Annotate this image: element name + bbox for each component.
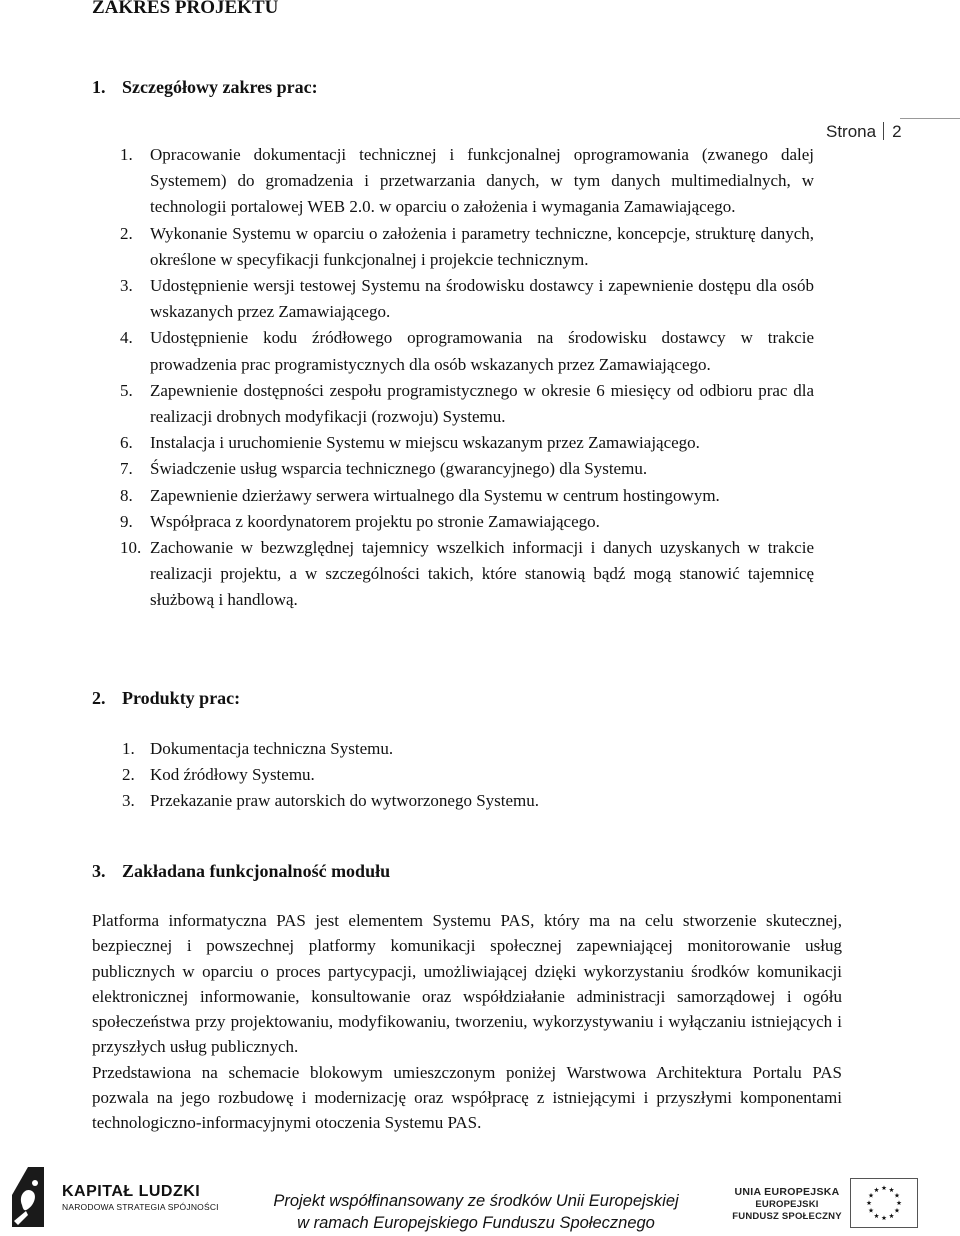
list-item-number: 2. bbox=[120, 223, 133, 243]
list-item bbox=[122, 509, 814, 535]
list-item-number: 2. bbox=[122, 765, 135, 785]
section-2-number: 2. bbox=[92, 688, 106, 708]
eu-fund-line-2: FUNDUSZ SPOŁECZNY bbox=[732, 1211, 842, 1222]
list-item bbox=[122, 378, 814, 430]
section-1-heading bbox=[92, 75, 318, 99]
section-1-number: 1. bbox=[92, 77, 106, 97]
footer-line-2: w ramach Europejskiego Funduszu Społecznego bbox=[297, 1214, 655, 1232]
list-item-number: 4. bbox=[120, 328, 133, 348]
list-item-text: Zachowanie w bezwzględnej tajemnicy wszelkich informacji i danych uzyskanych w trakcie realizacji projektu, a w szczególności takich, które stanowią bądź mogą stanowić tajemnicę służbową i handlową. bbox=[150, 538, 814, 610]
list-item bbox=[122, 273, 814, 325]
list-item-text: Opracowanie dokumentacji technicznej i funkcjonalnej oprogramowania (zwanego dalej Systemem) do gromadzenia i przetwarzania danych, w tym danych multimedialnych, w technologii portalowej WEB 2.0. w oparciu o założenia i wymagania Zamawiającego. bbox=[150, 145, 814, 217]
list-item-text: Dokumentacja techniczna Systemu. bbox=[150, 739, 394, 758]
page-number-rule bbox=[900, 118, 960, 119]
list-item-number: 9. bbox=[120, 511, 133, 531]
list-item-text: Przekazanie praw autorskich do wytworzonego Systemu. bbox=[150, 791, 539, 811]
list-item-number: 7. bbox=[120, 459, 133, 479]
footer-cofinancing-note bbox=[246, 1190, 706, 1234]
list-item bbox=[122, 736, 814, 762]
section-1-title: Szczegółowy zakres prac: bbox=[122, 77, 318, 97]
list-item-text: Współpraca z koordynatorem projektu po stronie Zamawiającego. bbox=[150, 511, 600, 531]
section-3-number: 3. bbox=[92, 861, 106, 881]
list-item bbox=[122, 483, 814, 509]
list-item bbox=[122, 535, 814, 614]
list-item-text: Udostępnienie kodu źródłowego oprogramowania na środowisku dostawcy w trakcie prowadzenia prac programistycznych dla osób wskazanych przez Zamawiającego. bbox=[150, 328, 814, 374]
section-2-list bbox=[122, 736, 814, 815]
list-item-text: Udostępnienie wersji testowej Systemu na środowisku dostawcy i zapewnienie dostępu dla osób wskazanych przez Zamawiającego. bbox=[150, 276, 814, 322]
list-item-number: 8. bbox=[120, 485, 133, 505]
list-item-number: 6. bbox=[120, 433, 133, 453]
list-item-text: Kod źródłowy Systemu. bbox=[150, 765, 315, 785]
eu-flag-icon bbox=[850, 1178, 918, 1228]
eu-logo-text bbox=[732, 1185, 842, 1223]
list-item bbox=[122, 221, 814, 273]
page-separator bbox=[883, 122, 884, 140]
section-2-title: Produkty prac: bbox=[122, 688, 241, 708]
kapital-ludzki-logo bbox=[62, 1183, 219, 1213]
section-1-list bbox=[122, 142, 814, 614]
list-item bbox=[122, 325, 814, 377]
list-item bbox=[122, 142, 814, 221]
list-item-text: Instalacja i uruchomienie Systemu w miejscu wskazanym przez Zamawiającego. bbox=[150, 433, 700, 453]
page-label: Strona bbox=[826, 122, 877, 141]
section-3-paragraph: Przedstawiona na schemacie blokowym umieszczonym poniżej Warstwowa Architektura Portalu PAS pozwala na jego rozbudowę i modernizację oraz współpracę z istniejącymi i przyszłymi komponentami technologiczno-informacyjnymi otoczenia Systemu PAS. bbox=[92, 1062, 842, 1133]
list-item bbox=[122, 788, 814, 814]
list-item-number: 5. bbox=[120, 380, 133, 400]
kapital-ludzki-logo-icon bbox=[8, 1165, 48, 1229]
list-item-text: Świadczenie usług wsparcia technicznego (gwarancyjnego) dla Systemu. bbox=[150, 459, 648, 479]
section-3-paragraph: Platforma informatyczna PAS jest elementem Systemu PAS, który ma na celu stworzenie skutecznej, bezpiecznej i powszechnej platformy komunikacji społecznej zapewniającej monitorowanie usług publicznych w oparciu o proces partycypacji, umożliwiającej dzięki wykorzystaniu środków komunikacji elektronicznej informowanie, konsultowanie oraz współdziałanie administracji samorządowej i ogółu społeczeństwa przy projektowaniu, modyfikowaniu, tworzeniu, wykorzystywaniu i wyłączaniu istniejących i przyszłych usług publicznych. bbox=[92, 911, 842, 1057]
list-item bbox=[122, 762, 814, 788]
list-item bbox=[122, 456, 814, 482]
list-item bbox=[122, 430, 814, 456]
section-3-title: Zakładana funkcjonalność modułu bbox=[122, 861, 391, 881]
eu-fund-line-1: EUROPEJSKI bbox=[755, 1199, 819, 1210]
page-number bbox=[826, 121, 902, 143]
list-item-number: 1. bbox=[122, 739, 135, 758]
list-item-number: 1. bbox=[120, 145, 133, 164]
list-item-number: 3. bbox=[122, 791, 135, 811]
footer-line-1: Projekt współfinansowany ze środków Unii Europejskiej bbox=[273, 1192, 679, 1210]
section-2-heading bbox=[92, 686, 240, 710]
section-3-heading bbox=[92, 859, 390, 883]
list-item-text: Zapewnienie dzierżawy serwera wirtualnego dla Systemu w centrum hostingowym. bbox=[150, 485, 720, 505]
list-item-text: Wykonanie Systemu w oparciu o założenia i parametry techniczne, koncepcje, strukturę danych, określone w specyfikacji funkcjonalnej i projekcie technicznym. bbox=[150, 223, 814, 269]
kapital-ludzki-name: KAPITAŁ LUDZKI bbox=[62, 1183, 201, 1200]
list-item-text: Zapewnienie dostępności zespołu programistycznego w okresie 6 miesięcy od odbioru prac dla realizacji drobnych modyfikacji (rozwoju) Systemu. bbox=[150, 380, 814, 427]
list-item-number: 3. bbox=[120, 276, 133, 296]
list-item-number: 10. bbox=[120, 538, 142, 558]
eu-name: UNIA EUROPEJSKA bbox=[734, 1186, 840, 1198]
kapital-ludzki-subtitle: NARODOWA STRATEGIA SPÓJNOŚCI bbox=[62, 1202, 219, 1212]
document-title: ZAKRES PROJEKTU bbox=[92, 0, 279, 18]
section-3-body bbox=[92, 908, 842, 1136]
page-number-value: 2 bbox=[892, 122, 902, 141]
